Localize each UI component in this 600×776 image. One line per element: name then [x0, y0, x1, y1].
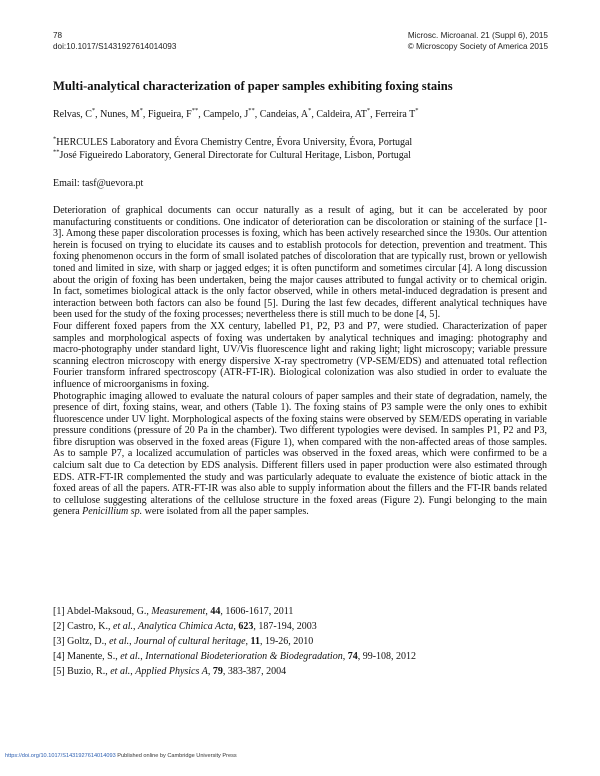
author-list: Relvas, C*, Nunes, M*, Figueira, F**, Campelo, J**, Candeias, A*, Caldeira, AT*, Ferreira T*	[53, 106, 419, 120]
reference-item: [4] Manente, S., et al., International Biodeterioration & Biodegradation, 74, 99-108, 2012	[53, 651, 417, 662]
reference-item: [2] Castro, K., et al., Analytica Chimica Acta, 623, 187-194, 2003	[53, 621, 317, 632]
author-mark: **	[248, 106, 255, 114]
reference-item: [5] Buzio, R., et al., Applied Physics A, 79, 383-387, 2004	[53, 666, 287, 677]
copyright-text: © Microscopy Society of America 2015	[407, 42, 548, 51]
author-mark: *	[91, 106, 96, 114]
reference-item: [1] Abdel-Maksoud, G., Measurement, 44, 1606-1617, 2011	[53, 606, 294, 617]
paragraph-text: were isolated from all the paper samples.	[144, 506, 309, 518]
affiliation-item	[53, 149, 553, 162]
affiliation-text: HERCULES Laboratory and Évora Chemistry Centre, Évora University, Évora, Portugal	[56, 137, 413, 148]
author-name: Campelo, J	[203, 109, 249, 120]
body-paragraph: Four different foxed papers from the XX century, labelled P1, P2, P3 and P7, were studied. Characterization of paper samples and morphological aspects of foxing was undertaken by analytical techniques and imaging: photography and macro-photography under standard light, UV/Vis fluorescence light and raking light; light microscopy; variable pressure scanning electron microscopy with energy dispersive X-ray spectrometry (VP-SEM/EDS) and attenuated total reflection Fourier transform infrared spectroscopy (ATR-FT-IR). Biological colonization was also studied in order to evaluate the influence of microorganisms in foxing.	[53, 320, 547, 390]
author-mark: *	[139, 106, 143, 114]
page-number: 78	[53, 31, 63, 40]
affiliation-mark: *	[53, 135, 57, 143]
contact-email: Email: tasf@uevora.pt	[53, 178, 144, 189]
author-mark: **	[191, 106, 199, 114]
author-mark: *	[308, 106, 312, 114]
body-paragraph	[53, 391, 547, 519]
journal-citation: Microsc. Microanal. 21 (Suppl 6), 2015	[407, 31, 548, 40]
body-paragraph: Deterioration of graphical documents can occur naturally as a result of aging, but it can be accelerated by poor manufacturing constituents or conditions. One indicator of deterioration can be discoloration or staining of the surface [1-3]. Among these paper discoloration processes is foxing, which has been actively researched since the 1930s. Our attention herein is focused on trying to elucidate its causes and to establish protocols for detection, prevention and treatment. This foxing phenomenon occurs in the form of small isolated patches of discoloration that are typically rust, brown or yellowish toned and limited in size, with sharp or jagged edges; it is often punctiform and sometimes circular [4]. A long discussion about the origin of foxing has been undertaken, being the major causes attributed to fungal activity or to chemical origin. In fact, sometimes biological attack is the only factor observed, while in others metal-induced degradation is present and interaction between both factors can also be found [5]. During the last few decades, different analytical techniques have been used for the study of the foxing processes; nevertheless there is still much to be done [4, 5].	[53, 205, 547, 321]
page-header-left	[53, 30, 176, 52]
doi-text: doi:10.1017/S1431927614014093	[53, 42, 177, 51]
abstract-body	[53, 205, 547, 518]
affiliation-mark: **	[53, 148, 60, 156]
author-name: Candeias, A	[259, 109, 309, 120]
affiliation-text: José Figueiredo Laboratory, General Directorate for Cultural Heritage, Lisbon, Portugal	[59, 150, 411, 161]
page-footer	[5, 752, 237, 760]
affiliations	[53, 136, 553, 162]
author-name: Ferreira T	[375, 109, 416, 120]
author-mark: *	[366, 106, 371, 114]
reference-list	[53, 604, 547, 679]
author-name: Relvas, C	[53, 109, 92, 120]
page-header-right	[408, 30, 548, 52]
author-name: Nunes, M	[100, 109, 140, 120]
footer-text: Published online by Cambridge University Press	[117, 753, 237, 759]
paragraph-text: Photographic imaging allowed to evaluate the natural colours of paper samples and their state of degradation, namely, the presence of dirt, foxing stains, wear, and others (Table 1). The foxing stains of P3 sample were the only ones to exhibit fluorescence under UV light. Morphological aspects of the foxing stains were observed by SEM/EDS operating in variable pressure conditions (pressure of 20 Pa in the chamber). Two different typologies were devised. In samples P1, P2 and P3, fibre disruption was observed in the foxed areas (Figure 1), when compared with the non-affected areas of those samples. As to sample P7, a localized accumulation of particles was observed in the foxed areas, which were confirmed to be a calcium salt due to Ca detection by EDS analysis. Different fillers used in paper production were also estimated through EDS. ATR-FT-IR complemented the study and was particularly adequate to evaluate the existence of biotic attack in the foxed areas of all the papers. ATR-FT-IR was also able to supply information about the fillers and the FT-IR bands related to cellulose suggesting alterations of the cellulose structure in the foxed areas (Figure 2). Fungi belonging to the main genera	[53, 390, 547, 518]
affiliation-item	[53, 136, 553, 149]
reference-item: [3] Goltz, D., et al., Journal of cultural heritage, 11, 19-26, 2010	[53, 636, 314, 647]
doi-link[interactable]: https://doi.org/10.1017/S1431927614014093	[5, 753, 116, 759]
author-name: Caldeira, AT	[316, 109, 367, 120]
author-name: Figueira, F	[147, 109, 192, 120]
genus-name: Penicillium sp.	[82, 506, 143, 518]
author-mark: *	[415, 106, 419, 114]
paper-title: Multi-analytical characterization of paper samples exhibiting foxing stains	[53, 79, 453, 93]
